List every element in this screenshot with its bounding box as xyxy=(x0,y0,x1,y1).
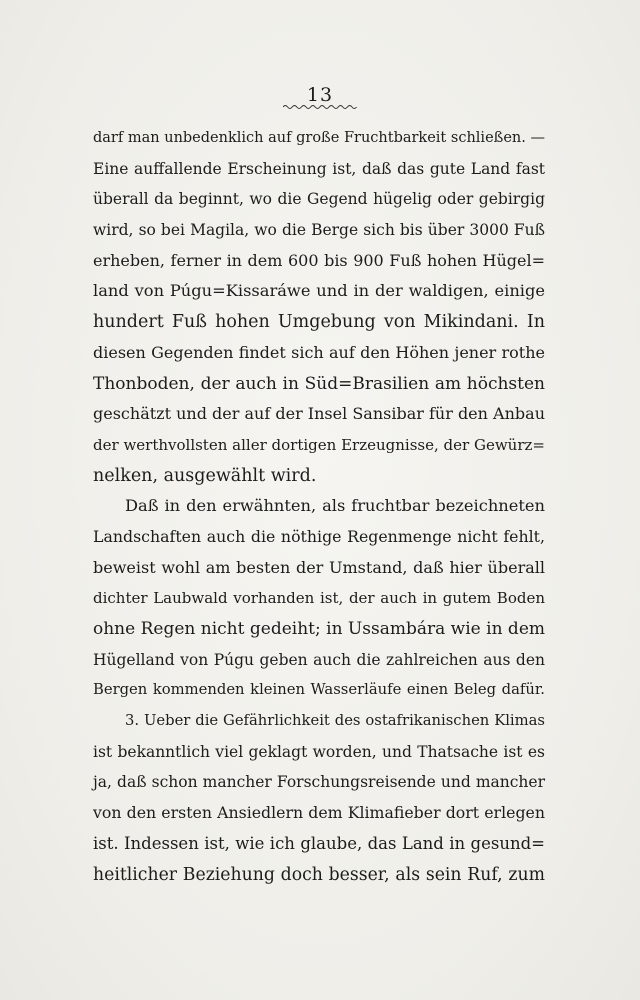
text-line: erheben, ferner in dem 600 bis 900 Fuß hohen Hügel= xyxy=(93,250,545,270)
text-line: Eine auffallende Erscheinung ist, daß das gute Land fast xyxy=(93,159,545,178)
text-line: ist bekanntlich viel geklagt worden, und Thatsache ist es xyxy=(93,742,545,761)
text-line: diesen Gegenden findet sich auf den Höhen jener rothe xyxy=(93,342,545,362)
text-line: ja, daß schon mancher Forschungsreisende und mancher xyxy=(93,773,545,792)
text-line: Landschaften auch die nöthige Regenmenge nicht fehlt, xyxy=(93,526,545,546)
text-line: geschätzt und der auf der Insel Sansibar für den Anbau xyxy=(93,404,545,424)
text-line: Thonboden, der auch in Süd=Brasilien am höchsten xyxy=(93,373,545,394)
text-line: 3. Ueber die Gefährlichkeit des ostafrikanischen Klimas xyxy=(125,712,545,730)
text-line: heitlicher Beziehung doch besser, als sein Ruf, zum xyxy=(93,864,545,885)
text-line: darf man unbedenklich auf große Fruchtbarkeit schließen. — xyxy=(93,130,545,146)
text-line: Bergen kommenden kleinen Wasserläufe einen Beleg dafür. xyxy=(93,681,545,699)
page-number: 13 xyxy=(306,84,334,106)
text-line: wird, so bei Magila, wo die Berge sich bis über 3000 Fuß xyxy=(93,221,545,240)
text-line: nelken, ausgewählt wird. xyxy=(93,465,317,486)
text-line: der werthvollsten aller dortigen Erzeugnisse, der Gewürz= xyxy=(93,435,545,454)
text-line: beweist wohl am besten der Umstand, daß hier überall xyxy=(93,557,545,577)
wavy-rule-ornament xyxy=(283,103,357,111)
text-line: ohne Regen nicht gedeiht; in Ussambára wie in dem xyxy=(93,619,545,639)
text-line: von den ersten Ansiedlern dem Klimafieber dort erlegen xyxy=(93,803,545,823)
text-line: Daß in den erwähnten, als fruchtbar bezeichneten xyxy=(125,496,545,516)
text-line: überall da beginnt, wo die Gegend hügelig oder gebirgig xyxy=(93,190,545,209)
text-line: hundert Fuß hohen Umgebung von Mikindani. In xyxy=(93,312,545,333)
text-line: dichter Laubwald vorhanden ist, der auch in gutem Boden xyxy=(93,589,545,608)
text-line: land von Púgu=Kissaráwe und in der waldigen, einige xyxy=(93,281,545,301)
body-text xyxy=(93,123,545,890)
text-line: Hügelland von Púgu geben auch die zahlreichen aus den xyxy=(93,650,545,669)
text-line: ist. Indessen ist, wie ich glaube, das Land in gesund= xyxy=(93,833,545,853)
